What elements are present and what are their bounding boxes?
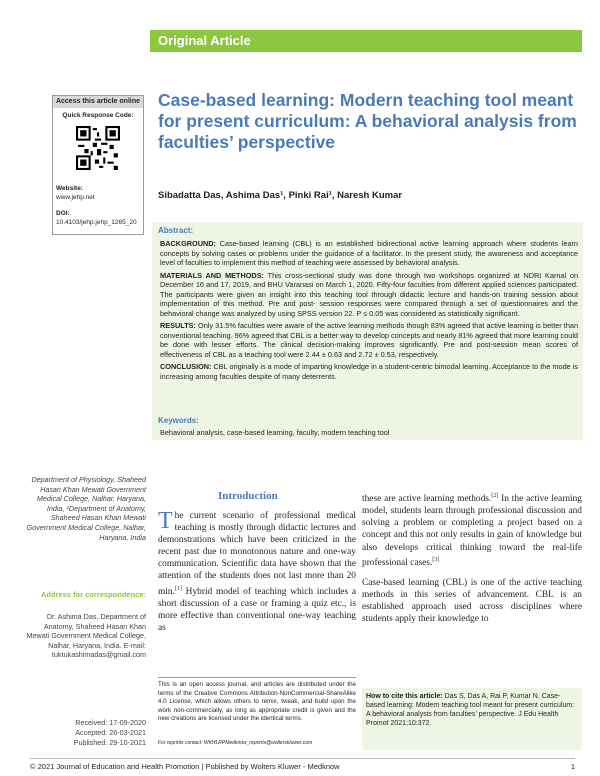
website-label: Website:: [56, 185, 83, 192]
correspondence-address: Dr. Ashima Das, Department of Anatomy, Shaheed Hasan Khan Mewati Government Medical College, Nalhar, Haryana, India. E-mail: tuktukashimadas@gmail.com: [26, 612, 146, 660]
article-dates: [20, 718, 146, 748]
doi-label: DOI:: [56, 210, 70, 217]
footer-copyright: © 2021 Journal of Education and Health Promotion | Published by Wolters Kluwer - Medknow: [30, 762, 340, 771]
license-notice: This is an open access journal, and articles are distributed under the terms of the Creative Commons Attribution-NonCommercial-ShareAlike 4.0 License, which allows others to remix, tweak, and build upon the work non-commercially, as long as appropriate credit is given and the new creations are licensed under the identical terms.: [158, 677, 356, 724]
introduction-heading: Introduction: [218, 490, 278, 502]
author-affiliation: Department of Physiology, Shaheed Hasan Khan Mewati Government Medical College, Nalhar, Haryana, India, ¹Department of Anatomy, Shaheed Hasan Khan Mewati Government Medical College, Nalhar, Haryana, India: [26, 475, 146, 542]
keywords-list: Behavioral analysis, case-based learning, faculty, modern teaching tool: [160, 428, 390, 437]
abstract-box: [152, 222, 583, 440]
page-number: 1: [570, 762, 575, 771]
citation-label: How to cite this article:: [366, 693, 443, 700]
abstract-body: [160, 239, 578, 384]
website-link[interactable]: www.jehp.net: [56, 194, 95, 201]
published-date: Published: 29-10-2021: [73, 738, 146, 747]
keywords-heading: Keywords:: [158, 416, 199, 425]
abstract-results: RESULTS: Only 31.5% faculties were aware of the active learning methods though 83% agreed that active learning is better than conventional teaching. 96% agreed that CBL is a better way to develop concepts and nearly 81% agreed that more learning could be done with lesser efforts. The clinical decision-making improves significantly. Pre and post-session mean scores of effectiveness of CBL as a teaching tool were 2.44 ± 0.63 and 2.72 ± 0.53, respectively.: [160, 321, 578, 359]
article-type-banner: [150, 30, 582, 52]
citation-ref-1[interactable]: [1]: [174, 585, 182, 592]
body-column-right: [362, 490, 582, 633]
page-footer: [30, 758, 575, 771]
received-date: Received: 17-09-2020: [75, 718, 146, 727]
abstract-conclusion: CONCLUSION: CBL originally is a mode of imparting knowledge in a student-centric bimodal learning. Acceptance to the mode is increasing among faculties despite of many deterrents.: [160, 362, 579, 381]
article-type-label: Original Article: [158, 33, 251, 48]
intro-paragraph-2: these are active learning methods.[2] In the active learning model, students learn through professional discussion and solving a problem or completing a project based on a concept and this not only results in gain of knowledge but also develops critical thinking toward the real-life professional cases.[3]: [362, 493, 582, 568]
abstract-background: BACKGROUND: Case-based learning (CBL) is an established bidirectional active learning approach where students learn concepts by solving cases or problems under the guidance of a facilitator. In the present study, the awareness and acceptance level of faculties to implement this method of teaching were assessed by behavioral analysis.: [160, 239, 578, 267]
dropcap-letter: T: [158, 508, 173, 534]
reprints-contact: For reprints contact: WKHLRPMedknow_reprints@wolterskluwer.com: [158, 740, 313, 746]
intro-paragraph-3: Case-based learning (CBL) is one of the active teaching methods in this series of advancement. CBL is an established approach used across disciplines where students apply their knowledge to: [362, 577, 582, 625]
access-online-box: [52, 95, 144, 235]
citation-ref-3[interactable]: [3]: [432, 556, 440, 563]
doi-block: [56, 209, 137, 227]
qr-code-icon[interactable]: [76, 126, 120, 170]
citation-ref-2[interactable]: [2]: [491, 493, 499, 499]
citation-text: Das S, Das A, Rai P, Kumar N. Case-based learning: Modern teaching tool meant for present curriculum: A behavioral analysis from faculties’ perspective. J Edu Health Promot 2021;10:372.: [366, 693, 575, 727]
qr-label: Quick Response Code:: [62, 112, 134, 119]
doi-value[interactable]: 10.4103/jehp.jehp_1265_20: [56, 219, 137, 226]
abstract-heading: Abstract:: [158, 226, 194, 235]
citation-box: [362, 688, 582, 750]
article-title: Case-based learning: Modern teaching tool meant for present curriculum: A behavioral analysis from faculties’ perspective: [158, 90, 577, 152]
abstract-methods: MATERIALS AND METHODS: This cross-sectional study was done through two workshops organized at NDRI Karnal on December 16 and 17, 2019, and BHU Varanasi on March 1, 2020. Fifty-four faculties from different applied sciences participated. The participants were given an insight into this teaching tool through didactic lecture and hands-on training session about implementation of this method. Pre and post- session responses were compared through a set of questionnaires and the behavioral change was analyzed by using SPSS version 22. P ≤ 0.05 was considered as statistically significant.: [160, 270, 579, 318]
access-title: Access this article online: [53, 96, 143, 108]
accepted-date: Accepted: 26-03-2021: [75, 728, 146, 737]
body-column-left: The current scenario of professional medical teaching is mostly through didactic lectures and demonstrations which have been criticized in the recent past due to monotonous nature and one-way communication. Scientific data have shown that the attention of the students does not last more than 20 min.[1] Hybrid model of teaching which includes a short discussion of a case or framing a quiz etc., is more effective than conventional one-way teaching as: [158, 508, 356, 633]
website-block: [56, 184, 95, 202]
correspondence-heading: Address for correspondence:: [40, 590, 146, 599]
author-list: Sibadatta Das, Ashima Das¹, Pinki Rai¹, Naresh Kumar: [158, 190, 403, 201]
